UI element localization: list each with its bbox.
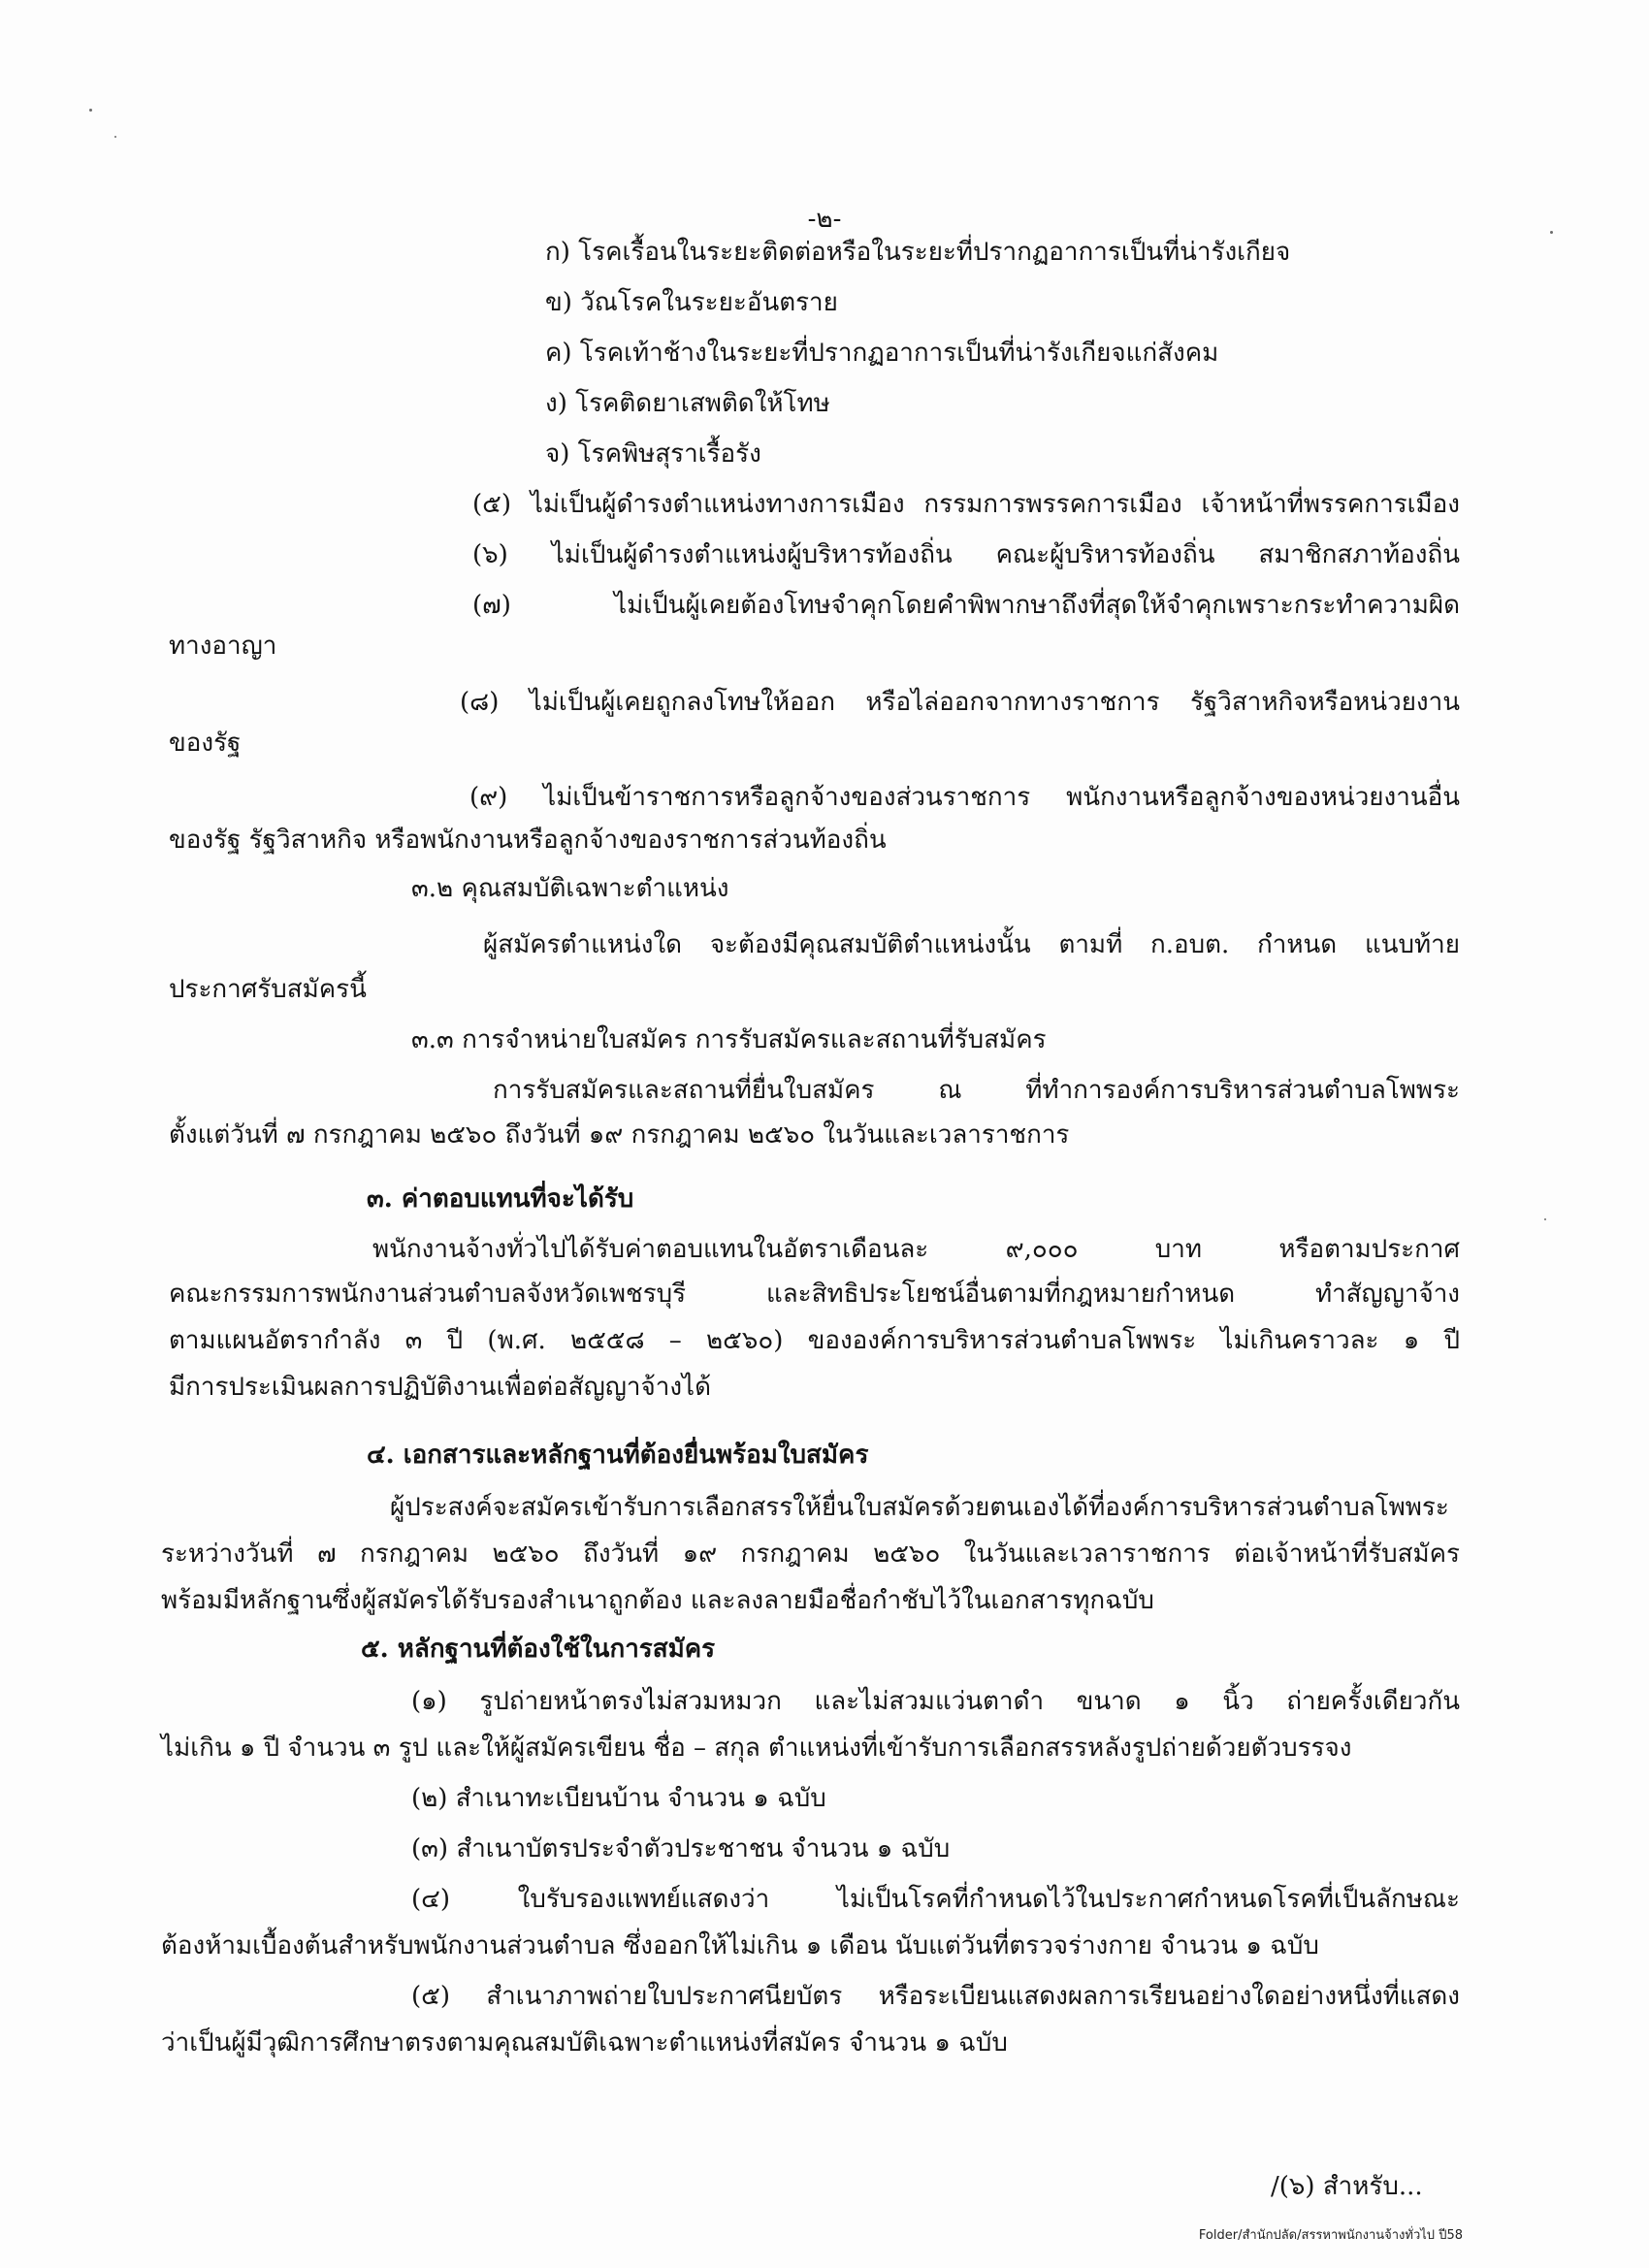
qualification-item-9-cont: ของรัฐ รัฐวิสาหกิจ หรือพนักงานหรือลูกจ้างของราชการส่วนท้องถิ่น <box>169 826 887 855</box>
compensation-text: มีการประเมินผลการปฏิบัติงานเพื่อต่อสัญญาจ้างได้ <box>169 1373 711 1402</box>
scan-speck <box>114 136 116 138</box>
qualification-item-8-cont: ของรัฐ <box>169 729 242 758</box>
scan-speck <box>89 109 92 112</box>
evidence-item-3: (๓) สำเนาบัตรประจำตัวประชาชน จำนวน ๑ ฉบับ <box>411 1834 951 1863</box>
compensation-heading: ๓. ค่าตอบแทนที่จะได้รับ <box>367 1184 634 1214</box>
disease-item: จ) โรคพิษสุราเรื้อรัง <box>545 439 761 469</box>
qualification-item-6: (๖) ไม่เป็นผู้ดำรงตำแหน่งผู้บริหารท้องถิ่น คณะผู้บริหารท้องถิ่น สมาชิกสภาท้องถิ่น <box>472 540 1460 569</box>
compensation-text: คณะกรรมการพนักงานส่วนตำบลจังหวัดเพชรบุรี และสิทธิประโยชน์อื่นตามที่กฎหมายกำหนด ทำสัญญาจ้าง <box>169 1280 1460 1309</box>
section-3-3-text-cont: ตั้งแต่วันที่ ๗ กรกฎาคม ๒๕๖๐ ถึงวันที่ ๑๙ กรกฎาคม ๒๕๖๐ ในวันและเวลาราชการ <box>169 1120 1070 1150</box>
qualification-item-9: (๙) ไม่เป็นข้าราชการหรือลูกจ้างของส่วนราชการ พนักงานหรือลูกจ้างของหน่วยงานอื่น <box>469 783 1460 812</box>
footer-file-path: Folder/สำนักปลัด/สรรหาพนักงานจ้างทั่วไป ปี58 <box>1198 2228 1463 2243</box>
section-3-2-text-cont: ประกาศรับสมัครนี้ <box>169 975 367 1004</box>
disease-item: ค) โรคเท้าช้างในระยะที่ปรากฏอาการเป็นที่น่ารังเกียจแก่สังคม <box>545 339 1219 368</box>
section-4-text: ผู้ประสงค์จะสมัครเข้ารับการเลือกสรรให้ยื่นใบสมัครด้วยตนเองได้ที่องค์การบริหารส่วนตำบลโพพระ <box>390 1493 1449 1522</box>
qualification-item-7: (๗) ไม่เป็นผู้เคยต้องโทษจำคุกโดยคำพิพากษาถึงที่สุดให้จำคุกเพราะกระทำความผิด <box>472 591 1460 620</box>
evidence-item-4-cont: ต้องห้ามเบื้องต้นสำหรับพนักงานส่วนตำบล ซึ่งออกให้ไม่เกิน ๑ เดือน นับแต่วันที่ตรวจร่างกาย จำนวน ๑ ฉบับ <box>161 1931 1319 1960</box>
evidence-item-1-cont: ไม่เกิน ๑ ปี จำนวน ๓ รูป และให้ผู้สมัครเขียน ชื่อ – สกุล ตำแหน่งที่เข้ารับการเลือกสรรหลังรูปถ่ายด้วยตัวบรรจง <box>161 1733 1352 1763</box>
continuation-note: /(๖) สำหรับ... <box>1271 2172 1423 2201</box>
qualification-item-5: (๕) ไม่เป็นผู้ดำรงตำแหน่งทางการเมือง กรรมการพรรคการเมือง เจ้าหน้าที่พรรคการเมือง <box>472 490 1460 519</box>
qualification-item-7-cont: ทางอาญา <box>169 632 277 661</box>
section-3-2-text: ผู้สมัครตำแหน่งใด จะต้องมีคุณสมบัติตำแหน่งนั้น ตามที่ ก.อบต. กำหนด แนบท้าย <box>483 930 1460 959</box>
page-number: -๒- <box>807 205 842 234</box>
evidence-item-1: (๑) รูปถ่ายหน้าตรงไม่สวมหมวก และไม่สวมแว่นตาดำ ขนาด ๑ นิ้ว ถ่ายครั้งเดียวกัน <box>411 1687 1460 1716</box>
disease-item: ข) วัณโรคในระยะอันตราย <box>545 288 838 317</box>
evidence-item-4: (๔) ใบรับรองแพทย์แสดงว่า ไม่เป็นโรคที่กำหนดไว้ในประกาศกำหนดโรคที่เป็นลักษณะ <box>411 1885 1460 1914</box>
scan-speck <box>1544 1218 1546 1220</box>
section-3-3-heading: ๓.๓ การจำหน่ายใบสมัคร การรับสมัครและสถานที่รับสมัคร <box>411 1025 1047 1054</box>
section-4-text: ระหว่างวันที่ ๗ กรกฎาคม ๒๕๖๐ ถึงวันที่ ๑๙ กรกฎาคม ๒๕๖๐ ในวันและเวลาราชการ ต่อเจ้าหน้าที่รับสมัคร <box>161 1539 1460 1569</box>
evidence-item-2: (๒) สำเนาทะเบียนบ้าน จำนวน ๑ ฉบับ <box>411 1784 826 1813</box>
qualification-item-8: (๘) ไม่เป็นผู้เคยถูกลงโทษให้ออก หรือไล่ออกจากทางราชการ รัฐวิสาหกิจหรือหน่วยงาน <box>460 688 1460 717</box>
section-3-2-heading: ๓.๒ คุณสมบัติเฉพาะตำแหน่ง <box>411 874 729 903</box>
disease-item: ง) โรคติดยาเสพติดให้โทษ <box>545 389 830 418</box>
section-5-heading: ๕. หลักฐานที่ต้องใช้ในการสมัคร <box>361 1635 716 1664</box>
evidence-item-5-cont: ว่าเป็นผู้มีวุฒิการศึกษาตรงตามคุณสมบัติเฉพาะตำแหน่งที่สมัคร จำนวน ๑ ฉบับ <box>161 2028 1008 2057</box>
evidence-item-5: (๕) สำเนาภาพถ่ายใบประกาศนียบัตร หรือระเบียนแสดงผลการเรียนอย่างใดอย่างหนึ่งที่แสดง <box>411 1982 1460 2011</box>
section-4-text: พร้อมมีหลักฐานซึ่งผู้สมัครได้รับรองสำเนาถูกต้อง และลงลายมือชื่อกำชับไว้ในเอกสารทุกฉบับ <box>161 1586 1154 1615</box>
section-3-3-text: การรับสมัครและสถานที่ยื่นใบสมัคร ณ ที่ทำการองค์การบริหารส่วนตำบลโพพระ <box>493 1076 1460 1105</box>
compensation-text: พนักงานจ้างทั่วไปได้รับค่าตอบแทนในอัตราเดือนละ ๙,๐๐๐ บาท หรือตามประกาศ <box>372 1235 1460 1264</box>
disease-item: ก) โรคเรื้อนในระยะติดต่อหรือในระยะที่ปรากฏอาการเป็นที่น่ารังเกียจ <box>545 238 1291 267</box>
compensation-text: ตามแผนอัตรากำลัง ๓ ปี (พ.ศ. ๒๕๕๘ – ๒๕๖๐) ขององค์การบริหารส่วนตำบลโพพระ ไม่เกินคราวละ ๑ ปี <box>169 1326 1460 1355</box>
section-4-heading: ๔. เอกสารและหลักฐานที่ต้องยื่นพร้อมใบสมัคร <box>367 1441 869 1470</box>
